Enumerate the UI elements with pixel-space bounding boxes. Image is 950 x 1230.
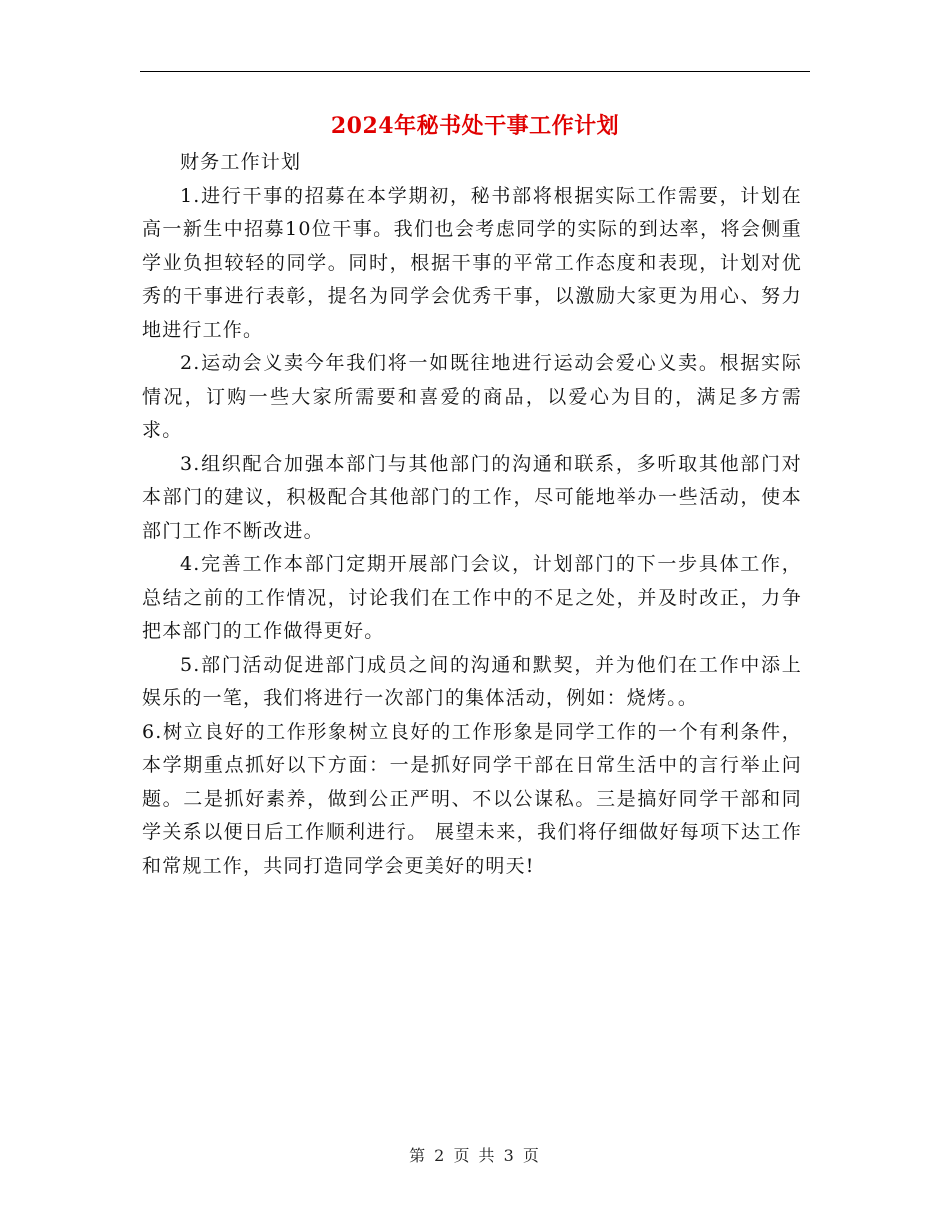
paragraph-item-2: 2.运动会义卖今年我们将一如既往地进行运动会爱心义卖。根据实际情况，订购一些大家所需要和喜爱的商品，以爱心为目的，满足多方需求。	[142, 352, 802, 441]
paragraph-item-4: 4.完善工作本部门定期开展部门会议，计划部门的下一步具体工作，总结之前的工作情况，讨论我们在工作中的不足之处，并及时改正，力争把本部门的工作做得更好。	[142, 553, 802, 642]
document-title: 2024年秘书处干事工作计划	[330, 113, 620, 139]
paragraph-section-heading: 财务工作计划	[180, 151, 302, 173]
page-number-footer: 第 2 页 共 3 页	[409, 1146, 541, 1165]
paragraph-item-6: 6.树立良好的工作形象树立良好的工作形象是同学工作的一个有利条件，本学期重点抓好以下方面：一是抓好同学干部在日常生活中的言行举止问题。二是抓好素养，做到公正严明、不以公谋私。三是搞好同学干部和同学关系以便日后工作顺利进行。 展望未来，我们将仔细做好每项下达工作和常规工作，共同打造同学会更美好的明天!	[142, 720, 802, 877]
paragraph-item-3: 3.组织配合加强本部门与其他部门的沟通和联系，多听取其他部门对本部门的建议，积极配合其他部门的工作，尽可能地举办一些活动，使本部门工作不断改进。	[142, 452, 802, 542]
paragraph-item-1: 1.进行干事的招募在本学期初，秘书部将根据实际工作需要，计划在高一新生中招募10位干事。我们也会考虑同学的实际的到达率，将会侧重学业负担较轻的同学。同时，根据干事的平常工作态度和表现，计划对优秀的干事进行表彰，提名为同学会优秀干事，以激励大家更为用心、努力地进行工作。	[142, 184, 802, 341]
document-body	[142, 146, 802, 883]
paragraph-item-5: 5.部门活动促进部门成员之间的沟通和默契，并为他们在工作中添上娱乐的一笔，我们将进行一次部门的集体活动，例如：烧烤。。	[142, 653, 802, 709]
header-rule	[140, 71, 810, 72]
